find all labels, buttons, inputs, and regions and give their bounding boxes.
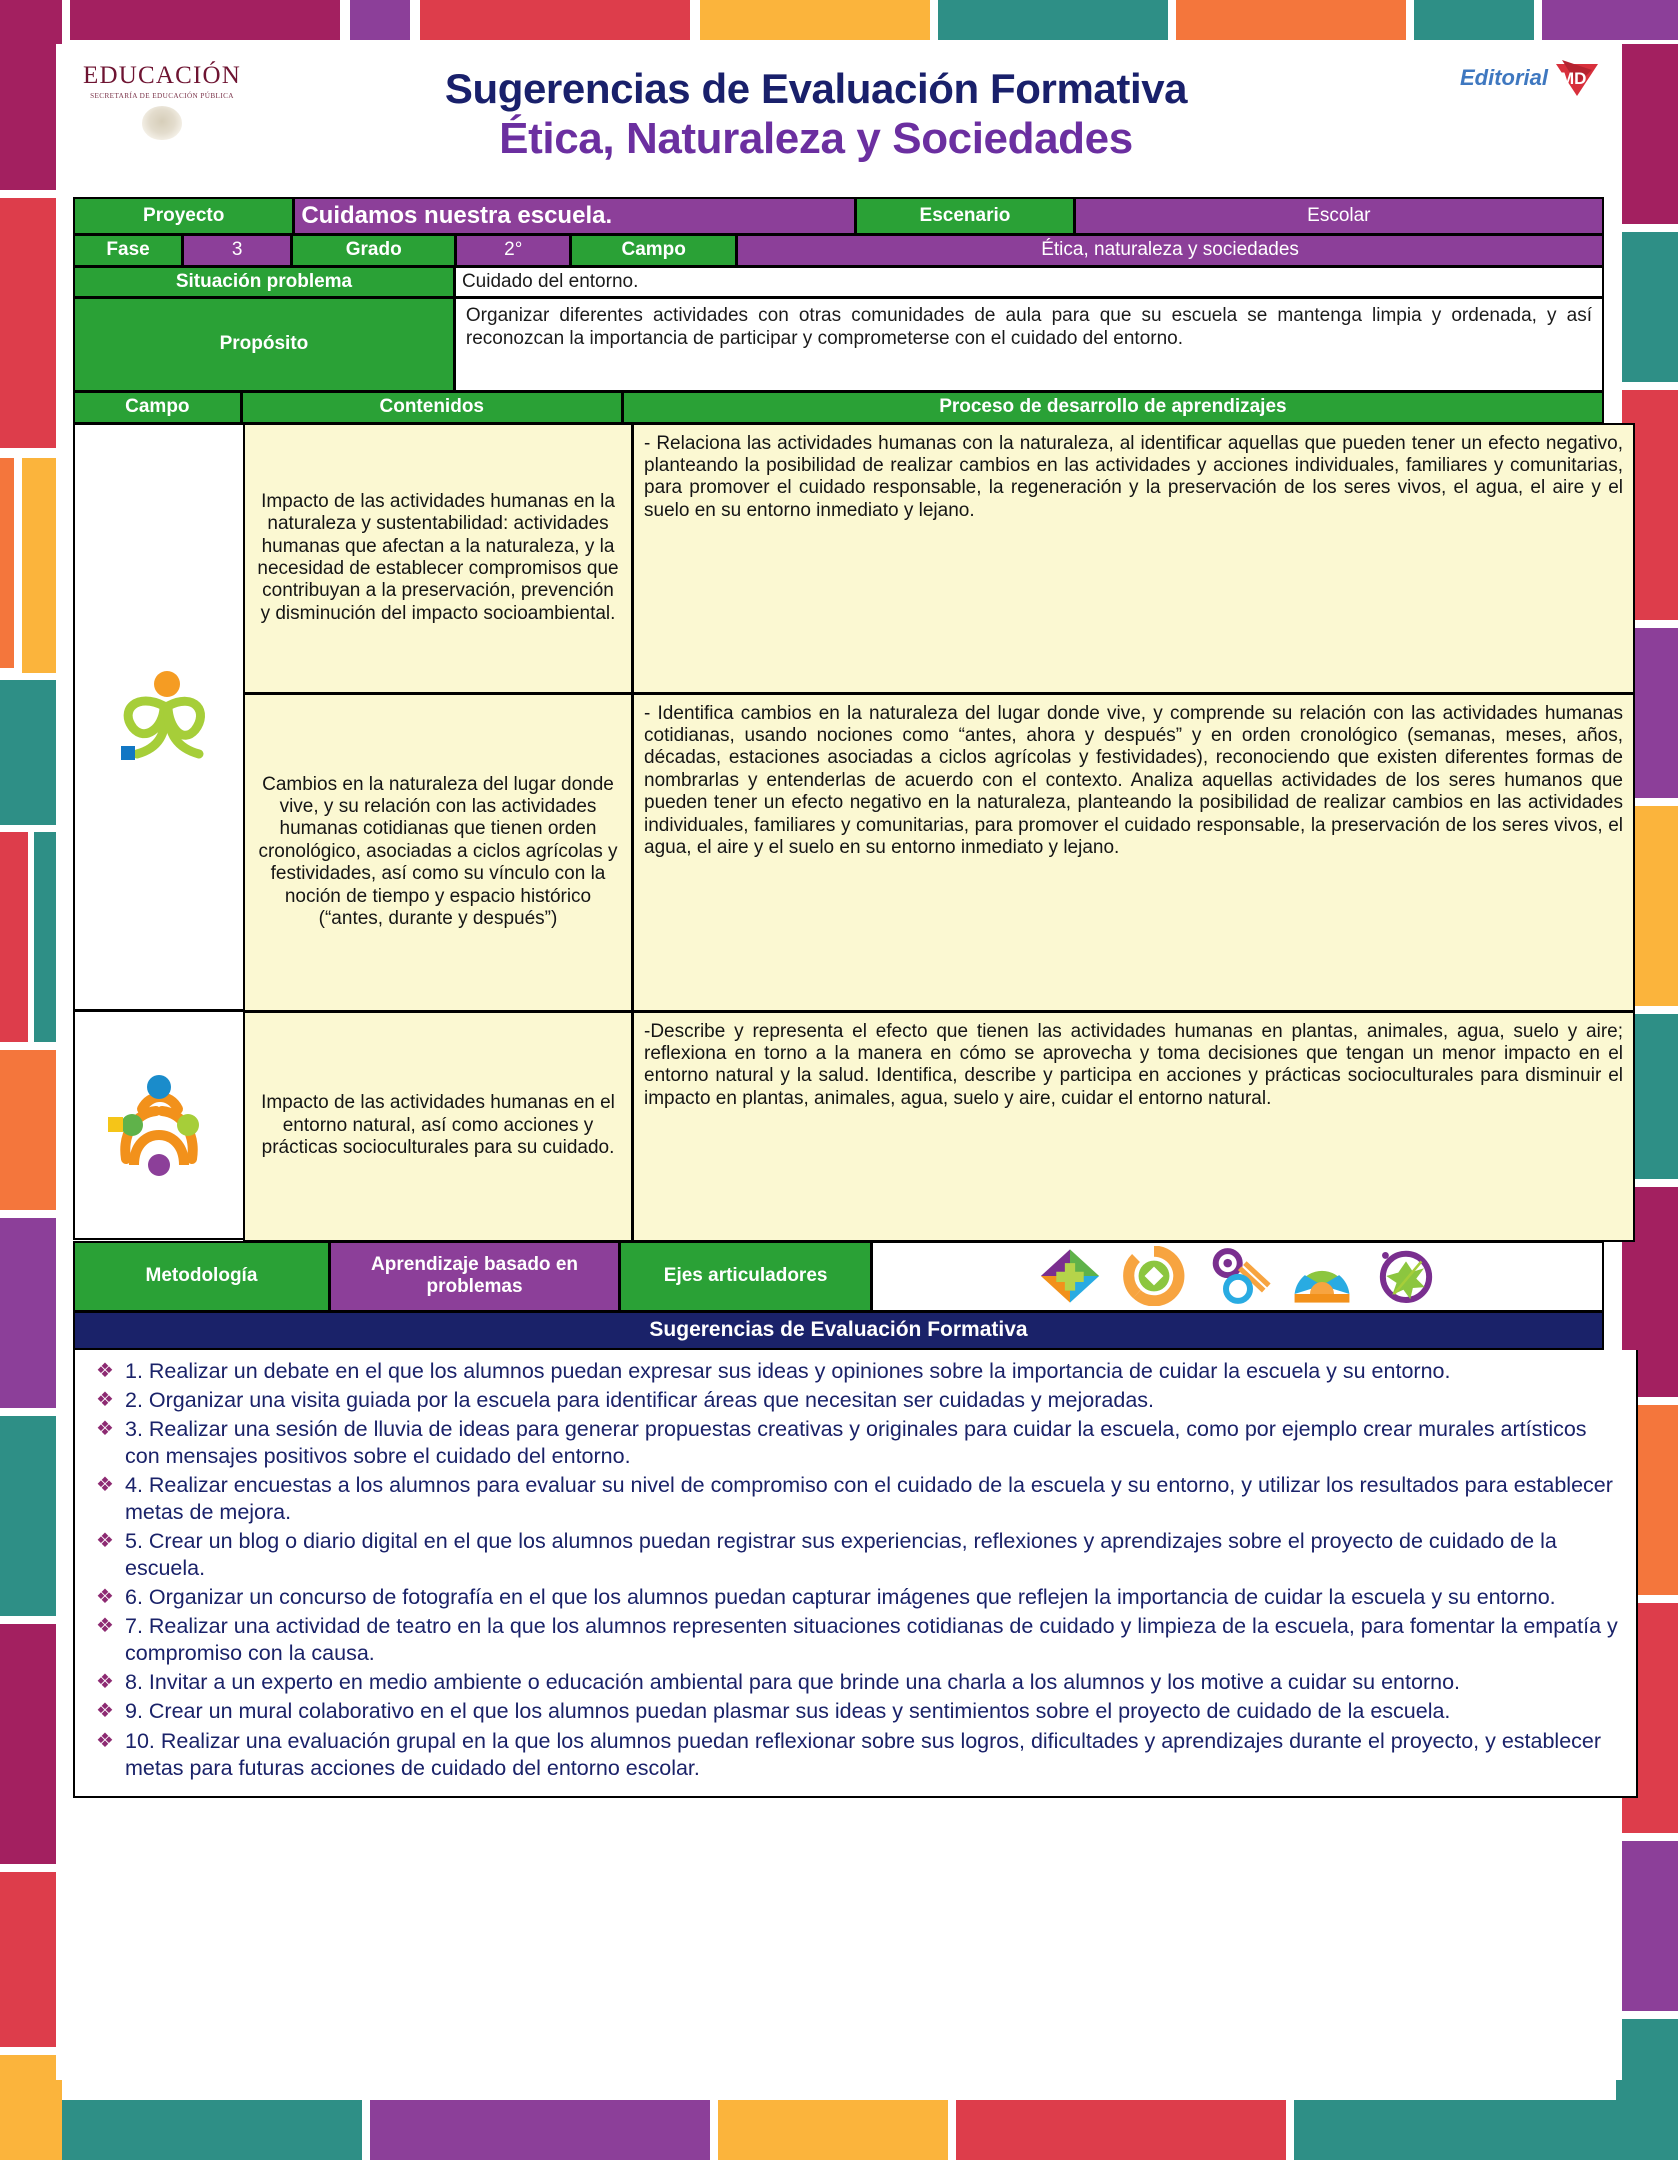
label-campo: Campo [570,234,737,266]
deco-block [350,0,410,40]
proposito-text: Organizar diferentes actividades con otras comunidades de aula para que su escuela se mantenga limpia y ordenada, y así reconozcan la importancia de participar y comprometerse con el cuidado del entorno. [465,305,1592,349]
proceso-cell [632,693,1635,1012]
deco-block [718,2100,948,2160]
page-title-line2: Ética, Naturaleza y Sociedades [499,114,1133,164]
contenido-text: Cambios en la naturaleza del lugar donde vive, y su relación con las actividades humanas cotidianas que tienen orden cronológico, asociadas a ciclos agrícolas y festividades, así como su vínculo con la noción de tiempo y espacio histórico (“antes, durante y después”) [258,773,618,930]
value-campo: Ética, naturaleza y sociedades [736,234,1604,266]
label-fase: Fase [73,234,183,266]
community-tree-icon [104,1073,214,1177]
list-item [85,1416,1626,1470]
contenido-cell [243,693,633,1012]
deco-block [1616,232,1678,382]
value-situacion-problema: Cuidado del entorno. [454,266,1604,298]
proceso-cell [632,423,1635,694]
deco-block [0,2055,62,2160]
deco-block [0,1050,62,1210]
deco-block [1616,44,1678,224]
list-item [85,1613,1626,1667]
deco-block [0,458,14,668]
deco-block [0,1624,62,1864]
bullet-icon: ❖ [96,1671,114,1694]
row-proyecto [74,198,1604,235]
value-proyecto: Cuidamos nuestra escuela. [293,197,856,235]
list-item [85,1698,1626,1725]
table-row [244,1012,1635,1242]
label-grado: Grado [291,234,456,266]
page-title-line1: Sugerencias de Evaluación Formativa [444,65,1188,112]
sep-logo-word: EDUCACIÓN [82,62,242,89]
deco-block [70,0,340,40]
list-item-text: 5. Crear un blog o diario digital en el que los alumnos puedan registrar sus experiencias, reflexiones y aprendizajes sobre el proyecto de cuidado de la escuela. [125,1529,1557,1581]
list-item-text: 9. Crear un mural colaborativo en el que los alumnos puedan plasmar sus ideas y sentimientos sobre el proyecto de cuidado de la escuela. [125,1699,1451,1724]
list-item [85,1528,1626,1582]
critical-thinking-icon [1115,1246,1193,1306]
document-sheet [56,44,1622,2080]
gender-equality-icon [1199,1246,1277,1306]
deco-block [1414,0,1534,40]
contenidos-proceso-column [244,424,1635,1242]
list-item-text: 6. Organizar un concurso de fotografía en el que los alumnos puedan capturar imágenes que reflejen la importancia de cuidar la escuela y su entorno. [125,1585,1556,1610]
list-item [85,1728,1626,1782]
page-title [256,44,1376,164]
list-item-text: 1. Realizar un debate en el que los alumnos puedan expresar sus ideas y opiniones sobre la importancia de cuidar la escuela y su entorno. [125,1358,1451,1383]
bullet-icon: ❖ [96,1615,114,1638]
deco-block [0,1416,62,1616]
value-fase: 3 [182,234,292,266]
deco-block [938,0,1168,40]
table-row [244,424,1635,694]
campo-icon-cell-2 [73,1010,245,1240]
row-metodologia [74,1242,1604,1312]
plant-sprout-icon [107,662,211,772]
deco-block [956,2100,1286,2160]
value-escenario: Escolar [1074,197,1604,235]
bullet-icon: ❖ [96,1473,114,1496]
proceso-text: - Identifica cambios en la naturaleza del lugar donde vive, y comprende su relación con las actividades humanas cotidianas, usando nociones como “antes, ahora y después” y en orden cronológico (semanas, meses, años, décadas, estaciones asociadas a ciclos agrícolas y festividades), reconociendo que existen diferentes formas de nombrarlas y entenderlas de acuerdo con el contexto. Analiza aquellas actividades de los seres humanos que pueden tener un efecto negativo en la naturaleza, planteando la posibilidad de realizar cambios en las actividades individuales, familiares y comunitarias, para promover el cuidado responsable, la preservación de los seres vivos, el agua, el aire y el suelo en su entorno inmediato y lejano. [644,702,1623,858]
proceso-cell [632,1011,1635,1242]
healthy-life-icon [1367,1246,1445,1306]
list-item-text: 8. Invitar a un experto en medio ambiente o educación ambiental para que brinde una charla a los alumnos y los motive a cuidar su entorno. [125,1670,1460,1695]
deco-block [1542,0,1678,40]
ejes-articuladores-icons [871,1241,1604,1312]
interculturality-icon [1283,1246,1361,1306]
editorial-md-logo [1460,58,1602,98]
sep-logo [72,62,252,140]
project-table [74,198,1623,1798]
inclusion-icon [1031,1246,1109,1306]
bullet-icon: ❖ [96,1417,114,1440]
value-proposito [454,297,1604,392]
document-header [56,44,1622,192]
bullet-icon: ❖ [96,1530,114,1552]
label-situacion-problema: Situación problema [73,266,455,298]
editorial-md-mark-icon [1552,58,1602,98]
row-situacion-problema [74,267,1604,298]
list-item-text: 7. Realizar una actividad de teatro en la que los alumnos representen situaciones cotidianas de cuidado y limpieza de la escuela, para fomentar la empatía y compromiso con la causa. [125,1614,1618,1666]
row-sugerencias-header [74,1312,1604,1350]
list-item-text: 4. Realizar encuestas a los alumnos para evaluar su nivel de compromiso con el cuidado de la escuela y su entorno, y utilizar los resultados para establecer metas de mejora. [125,1472,1613,1524]
list-item [85,1472,1626,1526]
list-item-text: 2. Organizar una visita guiada por la escuela para identificar áreas que necesitan ser cuidadas y mejoradas. [125,1387,1155,1412]
value-grado: 2° [455,234,571,266]
list-item [85,1387,1626,1414]
contenido-cell [243,423,633,694]
table-row [244,694,1635,1012]
deco-block [0,0,62,190]
list-item [85,1358,1626,1385]
deco-block [700,0,930,40]
metodologia-text: Aprendizaje basado en problemas [371,1253,578,1298]
deco-block [0,832,28,1042]
list-item [85,1584,1626,1611]
deco-block [0,198,62,448]
bullet-icon: ❖ [96,1729,114,1752]
bullet-icon: ❖ [96,1586,114,1609]
sugerencias-list [73,1350,1638,1798]
label-proyecto: Proyecto [73,197,294,235]
contenido-text: Impacto de las actividades humanas en el entorno natural, así como acciones y prácticas socioculturales para su cuidado. [261,1092,615,1159]
label-escenario: Escenario [855,197,1074,235]
deco-block [1176,0,1406,40]
editorial-md-text: Editorial [1459,65,1548,90]
svg-text:MD: MD [1560,69,1587,88]
deco-block [1616,1841,1678,2011]
header-campo: Campo [73,391,242,423]
bullet-icon: ❖ [96,1388,114,1411]
row-fase [74,235,1604,266]
deco-block [370,2100,710,2160]
deco-block [0,1218,62,1408]
contenido-text: Impacto de las actividades humanas en la naturaleza y sustentabilidad: actividades humanas que afectan a la naturaleza, y la necesidad de establecer compromisos que contribuyan a la preservación, prevención y disminución del impacto socioambiental. [257,490,619,624]
label-proposito: Propósito [73,297,455,392]
campo-icon-cell-1 [73,423,245,1011]
deco-block [1294,2100,1624,2160]
list-item-text: 3. Realizar una sesión de lluvia de ideas para generar propuestas creativas y originales para cuidar la escuela, como por ejemplo crear murales artísticos con mensajes positivos sobre el cuidado del entorno. [125,1416,1587,1468]
content-block [74,424,1623,1242]
deco-block [0,680,62,825]
list-item-text: 10. Realizar una evaluación grupal en la que los alumnos puedan reflexionar sobre sus logros, dificultades y aprendizajes durante el proyecto, y establecer metas para futuras acciones de cuidado del entorno escolar. [125,1728,1602,1780]
bullet-icon: ❖ [96,1359,114,1382]
proceso-text: - Relaciona las actividades humanas con la naturaleza, al identificar aquellas que pueden tener un efecto negativo, planteando la posibilidad de realizar cambios en las actividades y acciones individuales, familiares y comunitarias, para promover el cuidado responsable, la regeneración y la preservación de los seres vivos, el agua, el aire y el suelo en su entorno inmediato y lejano. [644,432,1623,521]
value-metodologia [329,1241,620,1312]
header-contenidos: Contenidos [241,391,623,423]
row-column-headers [74,392,1604,423]
sep-logo-subtitle: SECRETARÍA DE EDUCACIÓN PÚBLICA [90,92,234,100]
campo-column [74,424,245,1242]
label-ejes-articuladores: Ejes articuladores [619,1241,872,1312]
list-item [85,1669,1626,1696]
row-proposito [74,298,1604,392]
deco-block [0,1872,62,2047]
bullet-icon: ❖ [96,1700,114,1723]
label-metodologia: Metodología [73,1241,330,1312]
sugerencias-title: Sugerencias de Evaluación Formativa [73,1311,1604,1350]
contenido-cell [243,1011,633,1242]
proceso-text: -Describe y representa el efecto que tienen las actividades humanas en plantas, animales, agua, suelo y aire; reflexiona en torno a la manera en cómo se aprovecha y toma decisiones que tengan un menor impacto en el entorno natural y la salud. Identifica, describe y participa en acciones y prácticas socioculturales para disminuir el impacto en plantas, animales, agua, suelo y aire, cuidar el entorno natural. [644,1020,1623,1109]
header-proceso: Proceso de desarrollo de aprendizajes [622,391,1604,423]
deco-block [1616,2019,1678,2160]
mexican-coat-of-arms-icon [142,106,182,140]
deco-block [420,0,690,40]
deco-block [62,2100,362,2160]
